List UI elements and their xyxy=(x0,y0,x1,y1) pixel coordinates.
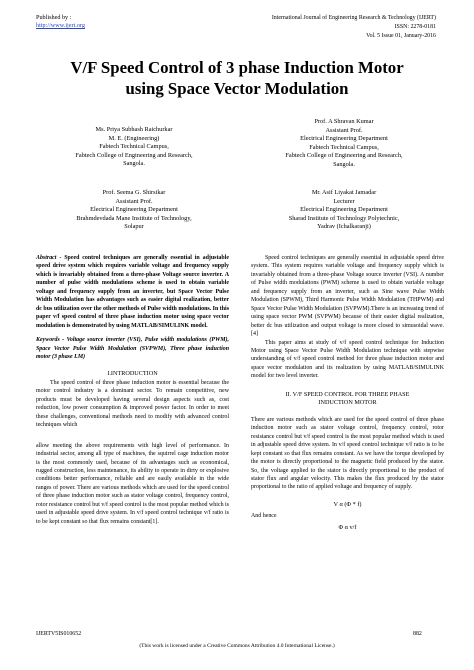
author-affiliation: Assistant Prof. xyxy=(325,126,363,134)
paper-id: IJERTV5IS010652 xyxy=(36,631,82,637)
author-affiliation: Lecturer xyxy=(333,197,355,205)
abstract-text: - Speed control techniques are generally essential in adjustable speed drive system which requires variable voltage and frequency supply which is invariably obtained from a three-phase Voltage source inverter. A number of pulse width modulations scheme is used to obtain variable voltage and frequency supply from an inverter, but Space Vector Pulse Width Modulation has advantages such as easier digital realization, better dc bus utilization over the other methods of Pulse width modulations. In this paper v/f speed control of three phase induction motor using space vector modulation is demonstrated by using MATLAB/SIMULINK model. xyxy=(36,255,229,329)
author-name: Prof. A Shravan Kumar xyxy=(314,118,374,125)
abstract-label: Abstract xyxy=(36,255,57,261)
author-affiliation: Fabtech Technical Campus, xyxy=(99,143,169,151)
right-paragraph-3: There are various methods which are used for the speed control of three phase induction motor such as stator voltage control, frequency control, rotor resistance control but v/f speed control is the most popular method which is used in adjustable speed drive system. In v/f speed control technique v/f ratio is to be kept constant so that flux remains constant. As we have the torque developed by the motor is directly proportional to the magnetic field produced by the stator. So, the voltage applied to the stator is directly proportional to the product of stator flux and angular velocity. This makes the flux produced by the stator proportional to the ratio of applied voltage and frequency of supply. xyxy=(251,416,444,491)
journal-name: International Journal of Engineering Research & Technology (IJERT) xyxy=(271,15,436,21)
author-name: Prof. Seema G. Shirsikar xyxy=(102,189,166,196)
keywords-label: Keywords xyxy=(36,337,60,344)
author-affiliation: Electrical Engineering Department xyxy=(300,135,388,143)
published-by-label: Published by : xyxy=(36,14,72,21)
publisher-block xyxy=(36,14,85,30)
author-name: Mr. Asif Liyakat Jamadar xyxy=(311,189,377,196)
intro-paragraph-2: allow meeting the above requirements with high level of performance. In industrial sector, among all type of machines, the squirrel cage induction motor is the most commonly used, because of its advantages such as economical, rugged construction, less maintenance, its ability to operate in dirty or explosive conditions better performance, reliable and are easily available in the wide ranges of power. There are various methods which are used for the speed control of three phase induction motor such as stator voltage control, frequency control, rotor resistance control but v/f speed control is the most popular method which is used in adjustable speed drive system. In v/f speed control technique v/f ratio is to be kept constant so that flux remains constant[1]. xyxy=(36,442,229,525)
author-affiliation: Brahmdevdada Mane Institute of Technology, xyxy=(76,214,192,222)
right-paragraph-2: This paper aims at study of v/f speed control technique for Induction Motor using Space Vector Pulse Width Modulation technique with stepwise understanding of v/f speed control method for three phase induction motor and space vector modulation and its realization by using MATLAB/SIMULINK model for two level inverter. xyxy=(251,339,444,380)
author-block-4 xyxy=(246,189,442,232)
right-column xyxy=(251,254,444,532)
equation-flux-proportional: Φ α v/f xyxy=(338,524,357,532)
paper-title-line-2: using Space Vector Modulation xyxy=(125,79,349,98)
keywords-text: - Voltage source inverter (VSI), Pulse width modulations (PWM), Space Vector Pulse Width Modulation (SVPWM), Three phase induction motor (3 phase I.M) xyxy=(36,337,229,360)
journal-info-block xyxy=(272,14,436,40)
author-affiliation: Assistant Prof. xyxy=(115,197,153,205)
author-block-2 xyxy=(246,118,442,170)
author-affiliation: Fabtech College of Engineering and Research, xyxy=(75,151,193,159)
intro-paragraph-1: The speed control of three phase induction motor is essential because the motor control industry is a dominant sector. To remain competitive, new products must be developed having several design aspects such as, cost reduction, low power consumption & improved power factor. In order to meet these challenges, conventional methods need to modify with advanced control techniques which xyxy=(36,379,229,429)
author-affiliation: M. E. (Engineering) xyxy=(108,134,160,142)
abstract-paragraph xyxy=(36,254,229,330)
journal-url-link[interactable]: http://www.ijert.org xyxy=(36,22,85,29)
journal-volume: Vol. 5 Issue 01, January-2016 xyxy=(366,32,436,39)
author-affiliation: Fabtech Technical Campus, xyxy=(309,143,379,151)
left-column xyxy=(36,254,229,526)
author-block-1 xyxy=(36,126,232,169)
vf-section-heading-line-2: INDUCTION MOTOR xyxy=(318,399,377,407)
vf-section-heading-line-1: II. V/F SPEED CONTROL FOR THREE PHASE xyxy=(285,390,410,398)
author-affiliation: Yadrav (Ichalkaranji) xyxy=(317,223,371,231)
page-number: 882 xyxy=(413,631,422,637)
paper-title-line-1: V/F Speed Control of 3 phase Induction Motor xyxy=(70,58,404,77)
author-name: Ms. Priya Subhash Raichurkar xyxy=(95,126,173,133)
author-affiliation: Electrical Engineering Department xyxy=(90,206,178,214)
journal-issn: ISSN: 2278-0181 xyxy=(394,23,436,30)
keywords-paragraph xyxy=(36,336,229,361)
author-affiliation: Sangola. xyxy=(333,160,355,168)
author-affiliation: Sangola. xyxy=(123,160,145,168)
author-affiliation: Sharad Institute of Technology Polytechnic, xyxy=(288,214,400,222)
equation-v-proportional: V α (Φ * f) xyxy=(333,500,362,508)
author-affiliation: Electrical Engineering Department xyxy=(300,206,388,214)
author-block-3 xyxy=(36,189,232,232)
intro-heading: I.INTRODUCTION xyxy=(107,370,158,378)
paper-title xyxy=(0,57,474,99)
and-hence-text: And hence xyxy=(251,512,277,519)
author-affiliation: Solapur xyxy=(124,223,144,231)
license-notice: (This work is licensed under a Creative Commons Attribution 4.0 International License.) xyxy=(139,643,335,649)
right-paragraph-1: Speed control techniques are generally essential in adjustable speed drive system. This system requires variable voltage and frequency supply which is invariably obtained from a three-phase Voltage source inverter (VSI). A number of Pulse width modulations (PWM) scheme is used to obtain variable voltage and frequency supply from an inverter, such as Sine wave Pulse Width Modulation (SPWM), Third Harmonic Pulse Width Modulation (THPWM) and Space Vector Pulse Width Modulation (SVPWM).There is an increasing trend of using space vector PWM (SVPWM) because of their easier digital realization, better dc bus utilization and output voltage is more closed to simusoidal wave. [4] xyxy=(251,255,444,338)
author-affiliation: Fabtech College of Engineering and Research, xyxy=(285,152,403,160)
